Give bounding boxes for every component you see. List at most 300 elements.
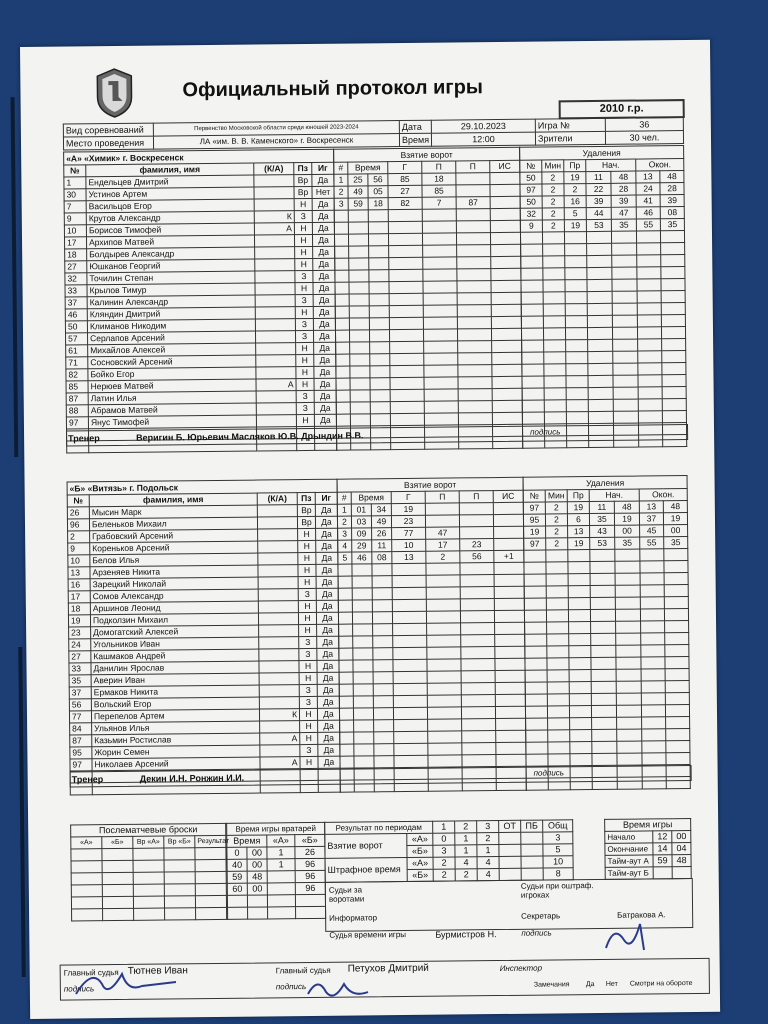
empty-cell — [661, 315, 685, 327]
player-position: Н — [299, 708, 317, 720]
player-number: 61 — [66, 345, 88, 357]
period-cell — [499, 868, 521, 880]
empty-cell — [525, 646, 547, 658]
goal-cell: 1 — [337, 504, 351, 516]
player-name: Николаев Арсений — [92, 757, 260, 771]
empty-cell — [456, 209, 490, 221]
period-cell — [521, 832, 543, 844]
goalie-cell: 96 — [295, 882, 325, 894]
empty-cell — [102, 896, 133, 908]
empty-cell — [569, 646, 591, 658]
player-plays: Да — [318, 720, 340, 732]
player-number: 95 — [70, 747, 92, 759]
empty-cell — [566, 400, 588, 412]
empty-cell — [339, 708, 353, 720]
goal-cell — [493, 514, 523, 526]
player-plays: Да — [317, 624, 339, 636]
secretary-name: Батракова А. — [617, 910, 666, 920]
empty-cell — [494, 586, 524, 598]
player-plays: Да — [317, 636, 339, 648]
penalty-cell: 97 — [523, 502, 545, 514]
date-value: 29.10.2023 — [431, 119, 535, 133]
player-position: Н — [298, 576, 316, 588]
empty-cell — [195, 895, 226, 907]
player-role — [255, 307, 295, 319]
empty-cell — [491, 292, 521, 304]
player-position: З — [294, 210, 312, 222]
period-results-table — [324, 819, 574, 883]
empty-cell — [422, 233, 456, 245]
goal-cell: 2 — [334, 186, 348, 198]
empty-cell — [392, 575, 426, 587]
empty-cell — [642, 717, 666, 729]
goalie-row — [227, 894, 325, 907]
empty-cell — [349, 306, 369, 318]
empty-cell — [491, 328, 521, 340]
empty-cell — [544, 412, 566, 424]
empty-cell — [456, 221, 490, 233]
empty-cell — [637, 255, 661, 267]
empty-cell — [369, 294, 389, 306]
empty-cell — [350, 414, 370, 426]
goal-cell: 17 — [426, 539, 460, 551]
empty-cell — [543, 280, 565, 292]
empty-cell — [565, 280, 587, 292]
empty-cell — [460, 611, 494, 623]
goal-cell: 1 — [334, 174, 348, 186]
empty-cell — [349, 330, 369, 342]
player-name: Угольников Иван — [91, 637, 259, 651]
empty-cell — [340, 720, 354, 732]
empty-cell — [349, 294, 369, 306]
penalty-cell: 39 — [660, 195, 684, 207]
empty-cell — [524, 610, 546, 622]
penalty-cell: 45 — [640, 525, 664, 537]
empty-cell — [195, 871, 226, 883]
player-plays: Да — [314, 366, 336, 378]
period-cell: 4 — [477, 869, 499, 881]
period-cell: «А» — [407, 857, 433, 869]
empty-cell — [664, 585, 688, 597]
empty-cell — [588, 411, 613, 423]
period-cell — [521, 844, 543, 856]
goal-col-a2: П — [459, 491, 493, 503]
empty-cell — [393, 659, 427, 671]
empty-cell — [336, 378, 350, 390]
empty-cell — [612, 291, 637, 303]
player-plays: Да — [316, 576, 338, 588]
game-time-label: Тайм-аут А — [605, 855, 653, 868]
empty-cell — [521, 292, 543, 304]
empty-cell — [640, 573, 664, 585]
player-plays: Да — [316, 540, 338, 552]
player-plays: Да — [318, 732, 340, 744]
empty-cell — [389, 293, 423, 305]
period-cell — [499, 856, 521, 868]
empty-cell — [195, 859, 226, 871]
empty-cell — [641, 669, 665, 681]
shootout-table — [70, 823, 230, 922]
empty-cell — [334, 222, 348, 234]
goal-cell: 46 — [352, 552, 372, 564]
empty-cell — [665, 705, 689, 717]
goalie-cell: 60 — [227, 883, 247, 895]
empty-cell — [335, 306, 349, 318]
goal-cell: 05 — [368, 186, 388, 198]
empty-cell — [370, 402, 390, 414]
empty-cell — [339, 624, 353, 636]
empty-cell — [569, 658, 591, 670]
player-plays: Да — [316, 612, 338, 624]
empty-cell — [354, 732, 374, 744]
player-name: Крылов Тимур — [87, 283, 255, 297]
player-plays: Да — [312, 222, 334, 234]
empty-cell — [495, 634, 525, 646]
empty-cell — [565, 316, 587, 328]
player-name: Домогатский Алексей — [91, 625, 259, 639]
goal-cell: 18 — [368, 198, 388, 210]
penalty-judges-label: Судьи при оштраф. игроках — [520, 881, 594, 900]
empty-cell — [368, 222, 388, 234]
player-position: Н — [299, 660, 317, 672]
empty-cell — [340, 744, 354, 756]
empty-cell — [350, 354, 370, 366]
empty-cell — [339, 648, 353, 660]
empty-cell — [615, 585, 640, 597]
player-name: Климанов Никодим — [87, 319, 255, 333]
empty-cell — [427, 623, 461, 635]
penalty-cell: 9 — [520, 220, 542, 232]
empty-cell — [71, 849, 102, 861]
empty-cell — [590, 597, 615, 609]
player-name: Кляндин Дмитрий — [87, 307, 255, 321]
pen-col-reason: Пр — [567, 490, 589, 502]
player-number: 50 — [65, 321, 87, 333]
empty-cell — [522, 376, 544, 388]
period-cell: 4 — [477, 857, 499, 869]
empty-cell — [640, 585, 664, 597]
empty-cell — [335, 294, 349, 306]
empty-cell — [133, 872, 164, 884]
penalty-cell: 11 — [589, 501, 614, 513]
penalties-title: Удаления — [523, 476, 687, 491]
goal-cell: 56 — [368, 174, 388, 186]
empty-cell — [368, 210, 388, 222]
penalty-cell: 5 — [564, 208, 586, 220]
empty-cell — [370, 378, 390, 390]
goal-cell: 56 — [460, 551, 494, 563]
empty-cell — [547, 694, 569, 706]
period-col: Общ — [543, 820, 573, 832]
penalty-cell: 44 — [586, 207, 611, 219]
player-role: К — [254, 211, 294, 223]
penalty-cell: 48 — [663, 501, 687, 513]
player-name: Ендельцев Дмитрий — [86, 175, 254, 189]
empty-cell — [296, 906, 326, 918]
goalie-cell: 26 — [295, 846, 325, 858]
empty-cell — [570, 742, 592, 754]
empty-cell — [586, 231, 611, 243]
empty-cell — [373, 648, 393, 660]
empty-cell — [335, 330, 349, 342]
empty-cell — [339, 636, 353, 648]
player-name: Сомов Александр — [90, 589, 258, 603]
goal-cell: 59 — [348, 198, 368, 210]
empty-cell — [543, 316, 565, 328]
player-name: Аверин Иван — [91, 673, 259, 687]
player-number: 9 — [64, 213, 86, 225]
penalty-cell: 46 — [636, 207, 660, 219]
player-position: Н — [298, 552, 316, 564]
penalty-cell: 6 — [567, 514, 589, 526]
game-time-mm: 00 — [672, 831, 691, 843]
empty-cell — [389, 257, 423, 269]
empty-cell — [615, 597, 640, 609]
player-role — [255, 259, 295, 271]
col-pos: Пз — [294, 162, 312, 174]
empty-cell — [340, 756, 354, 768]
empty-cell — [492, 400, 522, 412]
player-role — [256, 343, 296, 355]
player-role — [259, 685, 299, 697]
roster-table — [67, 479, 341, 796]
empty-cell — [568, 598, 590, 610]
comp-label: Вид соревнований — [63, 123, 153, 137]
empty-cell — [352, 612, 372, 624]
player-name: Вольский Егор — [91, 697, 259, 711]
player-role — [260, 721, 300, 733]
goal-cell: 10 — [392, 539, 426, 551]
goalie-cell: 00 — [247, 883, 267, 895]
player-plays: Да — [317, 696, 339, 708]
empty-cell — [460, 563, 494, 575]
empty-cell — [637, 267, 661, 279]
empty-cell — [521, 268, 543, 280]
empty-cell — [662, 363, 686, 375]
player-role: А — [260, 757, 300, 769]
empty-cell — [616, 681, 641, 693]
col-ig: Иг — [312, 162, 334, 174]
chief-judge-right-sign: подпись — [275, 982, 307, 992]
pen-col-num: № — [523, 490, 545, 502]
empty-cell — [370, 414, 390, 426]
empty-cell — [662, 351, 686, 363]
pen-col-reason: Пр — [564, 160, 586, 172]
empty-cell — [393, 647, 427, 659]
empty-cell — [461, 683, 495, 695]
empty-cell — [566, 412, 588, 424]
empty-cell — [616, 633, 641, 645]
goal-cell: 23 — [460, 539, 494, 551]
goal-cell — [490, 184, 520, 196]
empty-cell — [164, 872, 195, 884]
empty-cell — [587, 255, 612, 267]
player-number: 18 — [68, 603, 90, 615]
player-plays: Да — [316, 588, 338, 600]
player-plays: Да — [317, 660, 339, 672]
time-label: Время — [399, 133, 431, 146]
goal-cell — [490, 196, 520, 208]
empty-cell — [522, 400, 544, 412]
period-col: 2 — [455, 821, 477, 833]
empty-cell — [521, 304, 543, 316]
empty-cell — [457, 281, 491, 293]
empty-cell — [616, 645, 641, 657]
empty-cell — [521, 244, 543, 256]
empty-cell — [133, 884, 164, 896]
empty-cell — [613, 363, 638, 375]
empty-cell — [548, 718, 570, 730]
goal-cell: 85 — [388, 173, 422, 185]
player-plays: Да — [313, 318, 335, 330]
empty-cell — [490, 220, 520, 232]
empty-cell — [664, 549, 688, 561]
player-plays: Да — [314, 342, 336, 354]
empty-cell — [526, 730, 548, 742]
period-cell: 2 — [433, 857, 455, 869]
empty-cell — [495, 706, 525, 718]
year-label: 2010 г.р. — [599, 102, 644, 115]
empty-cell — [492, 340, 522, 352]
goal-col-a2: П — [456, 161, 490, 173]
empty-cell — [588, 387, 613, 399]
team-tag: «Б» — [69, 483, 86, 494]
goalie-cell: 96 — [295, 870, 325, 882]
goalie-time-title: Время игры вратарей — [227, 822, 325, 835]
empty-cell — [388, 221, 422, 233]
empty-cell — [133, 848, 164, 860]
player-name: Калинин Александр — [87, 295, 255, 309]
empty-cell — [390, 341, 424, 353]
player-plays: Да — [312, 234, 334, 246]
empty-cell — [662, 387, 686, 399]
goal-cell: 87 — [456, 197, 490, 209]
goal-col-time: Время — [351, 492, 391, 504]
goalie-row — [228, 906, 326, 919]
empty-cell — [566, 352, 588, 364]
empty-cell — [660, 231, 684, 243]
empty-cell — [637, 303, 661, 315]
empty-cell — [462, 719, 496, 731]
empty-cell — [103, 908, 134, 920]
period-col: 1 — [433, 821, 455, 833]
empty-cell — [394, 731, 428, 743]
signature-chief-judge-right — [304, 974, 374, 1004]
player-name: Васильцов Егор — [86, 199, 254, 213]
game-time-hh: 14 — [653, 843, 672, 855]
coach-names: Веригин Б. Юрьевич Масляков Ю.В. Дрындин В.В. — [136, 430, 364, 443]
col-ka: (К/А) — [254, 163, 294, 175]
empty-cell — [372, 564, 392, 576]
spectators-value: 30 чел. — [605, 131, 683, 145]
empty-cell — [339, 672, 353, 684]
empty-cell — [164, 848, 195, 860]
goalie-row — [227, 846, 325, 859]
empty-cell — [526, 754, 548, 766]
goal-cell: +1 — [494, 550, 524, 562]
goal-cell: 47 — [426, 527, 460, 539]
empty-cell — [373, 660, 393, 672]
empty-cell — [616, 657, 641, 669]
empty-cell — [641, 705, 665, 717]
penalty-cell: 08 — [660, 207, 684, 219]
player-position: Вр — [294, 186, 312, 198]
empty-cell — [350, 342, 370, 354]
penalty-cell: 22 — [586, 183, 611, 195]
penalties-table — [519, 145, 687, 449]
empty-cell — [665, 645, 689, 657]
goalie-row — [227, 870, 325, 883]
game-time-label: Тайм-аут Б — [605, 867, 653, 880]
empty-cell — [336, 342, 350, 354]
empty-cell — [591, 657, 616, 669]
player-role — [257, 505, 297, 517]
empty-cell — [390, 401, 424, 413]
empty-cell — [547, 622, 569, 634]
venue-label: Место проведения — [63, 136, 153, 150]
penalty-cell: 35 — [611, 219, 636, 231]
empty-cell — [524, 598, 546, 610]
empty-cell — [490, 208, 520, 220]
empty-cell — [591, 705, 616, 717]
empty-cell — [424, 413, 458, 425]
empty-cell — [543, 244, 565, 256]
penalty-cell: 13 — [636, 171, 660, 183]
empty-cell — [352, 564, 372, 576]
goal-cell: 5 — [338, 552, 352, 564]
empty-cell — [227, 895, 247, 907]
empty-cell — [196, 907, 227, 919]
empty-cell — [461, 707, 495, 719]
empty-cell — [295, 894, 325, 906]
empty-cell — [348, 234, 368, 246]
goalie-cell: 00 — [247, 847, 267, 859]
empty-cell — [587, 267, 612, 279]
period-cell: 3 — [433, 845, 455, 857]
empty-cell — [373, 684, 393, 696]
empty-cell — [372, 576, 392, 588]
goalie-col-time: Время — [227, 835, 267, 847]
penalty-cell: 2 — [545, 502, 567, 514]
empty-cell — [456, 233, 490, 245]
empty-cell — [661, 267, 685, 279]
empty-cell — [496, 754, 526, 766]
player-number: 37 — [65, 297, 87, 309]
goal-col-num: # — [337, 492, 351, 504]
goal-cell: 4 — [338, 540, 352, 552]
empty-cell — [338, 612, 352, 624]
player-plays: Да — [312, 174, 334, 186]
empty-cell — [496, 742, 526, 754]
empty-cell — [422, 209, 456, 221]
empty-cell — [522, 364, 544, 376]
empty-cell — [566, 388, 588, 400]
player-plays: Да — [314, 402, 336, 414]
empty-cell — [494, 574, 524, 586]
penalty-cell: 39 — [586, 195, 611, 207]
player-role: А — [260, 733, 300, 745]
player-number: 33 — [69, 663, 91, 675]
player-number: 85 — [66, 381, 88, 393]
empty-cell — [460, 575, 494, 587]
empty-cell — [615, 549, 640, 561]
player-number: 10 — [64, 225, 86, 237]
goal-cell: 09 — [352, 528, 372, 540]
period-cell: 5 — [543, 844, 573, 856]
empty-cell — [370, 342, 390, 354]
empty-cell — [524, 586, 546, 598]
player-plays: Да — [317, 672, 339, 684]
